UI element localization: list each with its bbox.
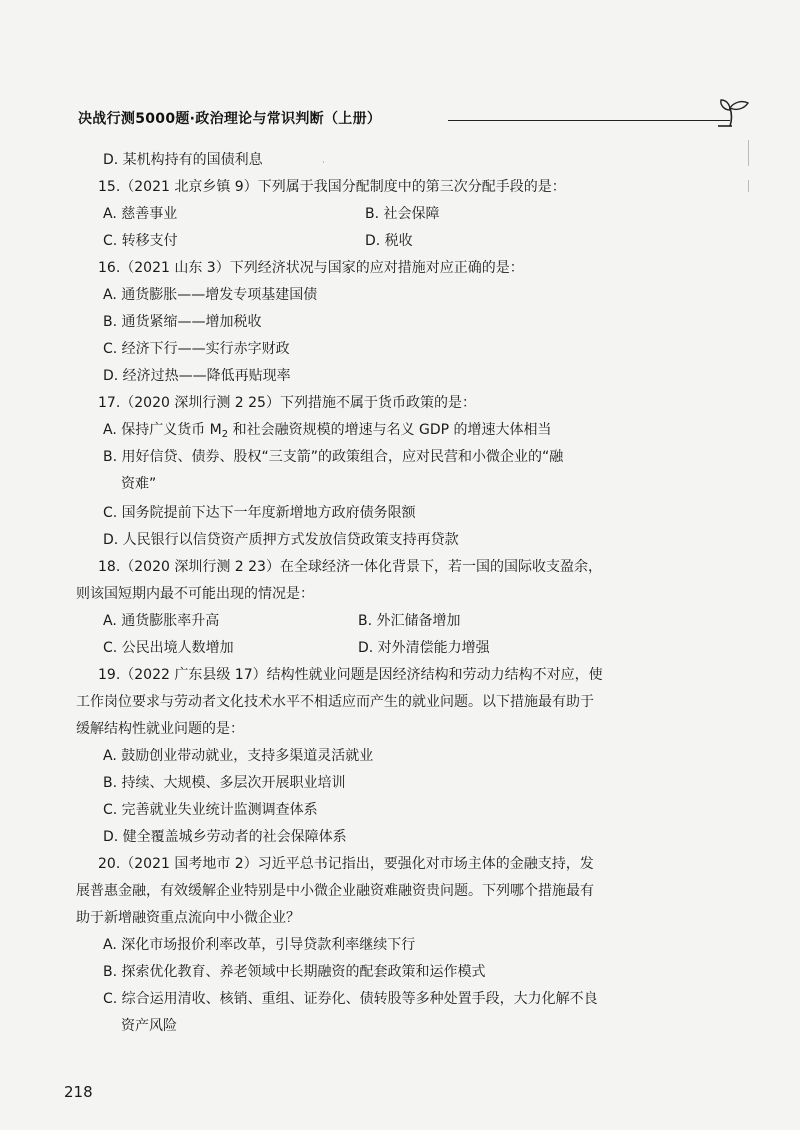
option-text: C. 公民出境人数增加 [103, 640, 234, 656]
option-text: A. 深化市场报价利率改革，引导贷款利率继续下行 [103, 937, 416, 953]
question-stem-continued: 工作岗位要求与劳动者文化技术水平不相适应而产生的就业问题。以下措施最有助于 [76, 694, 594, 710]
scan-edge-mark [748, 140, 749, 166]
option-text: A. 通货膨胀率升高 [103, 613, 220, 629]
sprout-icon [718, 98, 752, 128]
option-text-part: 和社会融资规模的增速与名义 GDP 的增速大体相当 [228, 422, 552, 438]
question-stem: 20.（2021 国考地市 2）习近平总书记指出，要强化对市场主体的金融支持，发 [98, 856, 594, 872]
option-text: A. 鼓励创业带动就业，支持多渠道灵活就业 [103, 748, 374, 764]
option-text: C. 综合运用清收、核销、重组、证券化、债转股等多种处置手段，大力化解不良 [103, 991, 598, 1007]
header-rule [448, 120, 730, 121]
book-title: 决战行测5000题·政治理论与常识判断（上册） [78, 111, 382, 127]
option-text: B. 通货紧缩——增加税收 [103, 314, 262, 330]
option-text: D. 某机构持有的国债利息 [103, 152, 263, 168]
page-number: 218 [64, 1083, 93, 1101]
option-text: B. 探索优化教育、养老领域中长期融资的配套政策和运作模式 [103, 964, 486, 980]
option-text: B. 持续、大规模、多层次开展职业培训 [103, 775, 346, 791]
option-text [103, 420, 552, 445]
option-text-continued: 资难” [121, 476, 157, 492]
question-stem-continued: 展普惠金融，有效缓解企业特别是中小微企业融资难融资贵问题。下列哪个措施最有 [76, 883, 594, 899]
option-text: A. 通货膨胀——增发专项基建国债 [103, 287, 318, 303]
option-text: C. 国务院提前下达下一年度新增地方政府债务限额 [103, 505, 416, 521]
option-text-part: A. 保持广义货币 M [103, 422, 222, 438]
scan-mark: ᐧ [322, 158, 325, 169]
option-text: B. 用好信贷、债券、股权“三支箭”的政策组合，应对民营和小微企业的“融 [103, 449, 564, 465]
option-text: C. 转移支付 [103, 233, 178, 249]
running-header [78, 104, 678, 134]
question-stem-continued: 缓解结构性就业问题的是： [76, 721, 244, 737]
question-stem: 15.（2021 北京乡镇 9）下列属于我国分配制度中的第三次分配手段的是： [98, 179, 566, 195]
question-stem-continued: 则该国短期内最不可能出现的情况是： [76, 586, 314, 602]
option-text: D. 对外清偿能力增强 [358, 640, 490, 656]
option-text: A. 慈善事业 [103, 206, 178, 222]
option-text-continued: 资产风险 [121, 1018, 177, 1034]
question-stem: 18.（2020 深圳行测 2 23）在全球经济一体化背景下，若一国的国际收支盈余， [98, 559, 602, 575]
option-text: B. 社会保障 [365, 206, 440, 222]
scan-edge-mark [748, 180, 749, 192]
question-stem: 16.（2021 山东 3）下列经济状况与国家的应对措施对应正确的是： [98, 260, 524, 276]
question-stem: 17.（2020 深圳行测 2 25）下列措施不属于货币政策的是： [98, 395, 476, 411]
option-text: C. 经济下行——实行赤字财政 [103, 341, 290, 357]
option-text: D. 经济过热——降低再贴现率 [103, 368, 291, 384]
question-stem-continued: 助于新增融资重点流向中小微企业？ [76, 910, 300, 926]
option-text: D. 人民银行以信贷资产质押方式发放信贷政策支持再贷款 [103, 532, 459, 548]
option-text: D. 健全覆盖城乡劳动者的社会保障体系 [103, 829, 347, 845]
subscript: 2 [221, 429, 229, 440]
option-text: D. 税收 [365, 233, 413, 249]
option-text: C. 完善就业失业统计监测调查体系 [103, 802, 318, 818]
option-text: B. 外汇储备增加 [358, 613, 461, 629]
question-stem: 19.（2022 广东县级 17）结构性就业问题是因经济结构和劳动力结构不对应，使 [98, 667, 603, 683]
